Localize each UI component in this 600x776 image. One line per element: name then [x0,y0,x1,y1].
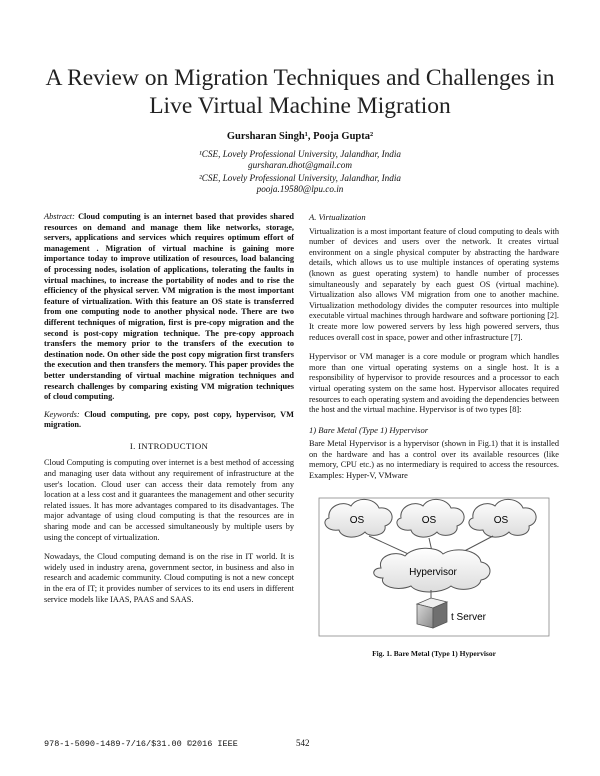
abstract [44,212,294,403]
title-line-2: Live Virtual Machine Migration [149,93,451,119]
affiliation-1-line: ¹CSE, Lovely Professional University, Jalandhar, India [199,149,401,159]
keywords-text: Cloud computing, pre copy, post copy, hypervisor, VM migration. [44,409,294,430]
virtualization-paragraph-2: Hypervisor or VM manager is a core module or program which handles more than one virtual operating systems on a single host. It is a responsibility of hypervisor to provide resources and a processor to each virtual operating system on the same host. Hypervisor allocates required resources to each operating system and avoiding the dependencies between the host and the virtual machine. Hypervisor is of two types [8]: [309,352,559,415]
footer-isbn: 978-1-5090-1489-7/16/$31.00 ©2016 IEEE [44,739,238,749]
left-column [44,212,294,605]
bare-metal-heading: 1) Bare Metal (Type 1) Hypervisor [309,424,429,435]
affiliation-1-email: gursharan.dhot@gmail.com [248,160,352,170]
virtualization-paragraph-1: Virtualization is a most important feature of cloud computing to deals with number of devices and users over the network. It creates virtual environment on a single physical computer by abstracting the hardware details, which allows us to use multiple instances of operating systems (known as guest operating system) to handle number of processes simultaneously and separately by each guest OS (virtual machine). Virtualization also allows VM migration from one to another machine. Virtualization methodology divides the computer resources into multiple executable virtual machines through hardware and software portioning [2]. It create more low powered servers by less high powered servers, thus reduces overall cost in space, power and other infrastructure [7]. [309,226,559,342]
intro-heading: I. INTRODUCTION [129,440,209,451]
abstract-text: Cloud computing is an internet based that provides shared resources on demand and manage them like networks, storage, servers, applications and services which requires optimum effort of management . Migration of virtual machine is gaining more importance today to improve utilization of resources, load balancing of processing nodes, isolation of applications, tolerating the faults in virtual machines, to increase the portability of nodes and to rise the efficiency of the physical server. VM migration is the most important feature of virtualization. With this feature an OS state is transferred from one computing node to another physical node. There are two different techniques of migration, first is pre-copy migration and the second is post-copy migration technique. The pre-copy approach transfers the memory prior to the transfers of the execution to destination node. On other side the post copy migration first transfers the execution and then transfers the memory. This paper provides the better understanding of virtual machine migration techniques and research challenges by comparing existing VM migration techniques of cloud computing. [44,212,294,402]
affiliation-2 [0,173,600,195]
authors: Gursharan Singh¹, Pooja Gupta² [226,131,374,142]
hypervisor-label: Hypervisor [409,566,457,578]
os-label-1: OS [349,514,365,526]
intro-paragraph-2: Nowadays, the Cloud computing demand is on the rise in IT world. It is widely used in industry arena, government sector, in business and also in research and academic community. Cloud computing is not a new concept in the era of IT; it provides number of services to its end users in different service models like IAAS, PAAS and SAAS. [44,552,294,604]
bare-metal-paragraph: Bare Metal Hypervisor is a hypervisor (shown in Fig.1) that it is installed on the hardware and has a control over its available resources (like memory, CPU etc.) as no intermediary is required to access the resources. Examples: Hyper-V, VMware [309,439,559,481]
virtualization-heading: A. Virtualization [309,212,366,222]
os-label-3: OS [493,514,509,526]
affiliation-2-email: pooja.19580@lpu.co.in [256,184,344,194]
os-label-2: OS [421,514,437,526]
keywords-label: Keywords: [44,409,80,419]
affiliation-2-line: ²CSE, Lovely Professional University, Jalandhar, India [199,173,401,183]
keywords [44,410,294,431]
paper-title [20,64,580,120]
hypervisor-diagram [313,492,553,642]
page-number: 542 [296,738,310,748]
intro-paragraph-1: Cloud Computing is computing over internet is a best method of accessing and managing user data without any requirement of infrastructure at the user's location. Cloud user can access their data remotely from any location at a less cost and it guarantees the management and other security related issues. It has more advantages compared to its disadvantages. The major advantage of using cloud computing is that the resources are in sharing mode and can be accessed simultaneously by multiple users by using the concept of virtualization. [44,458,294,542]
right-column [309,212,559,660]
title-line-1: A Review on Migration Techniques and Challenges in [45,65,555,91]
abstract-label: Abstract: [44,212,75,221]
figure-caption: Fig. 1. Bare Metal (Type 1) Hypervisor [372,649,496,659]
affiliation-1 [0,149,600,171]
server-label: t Server [451,611,487,623]
server-cube-front [417,604,433,628]
